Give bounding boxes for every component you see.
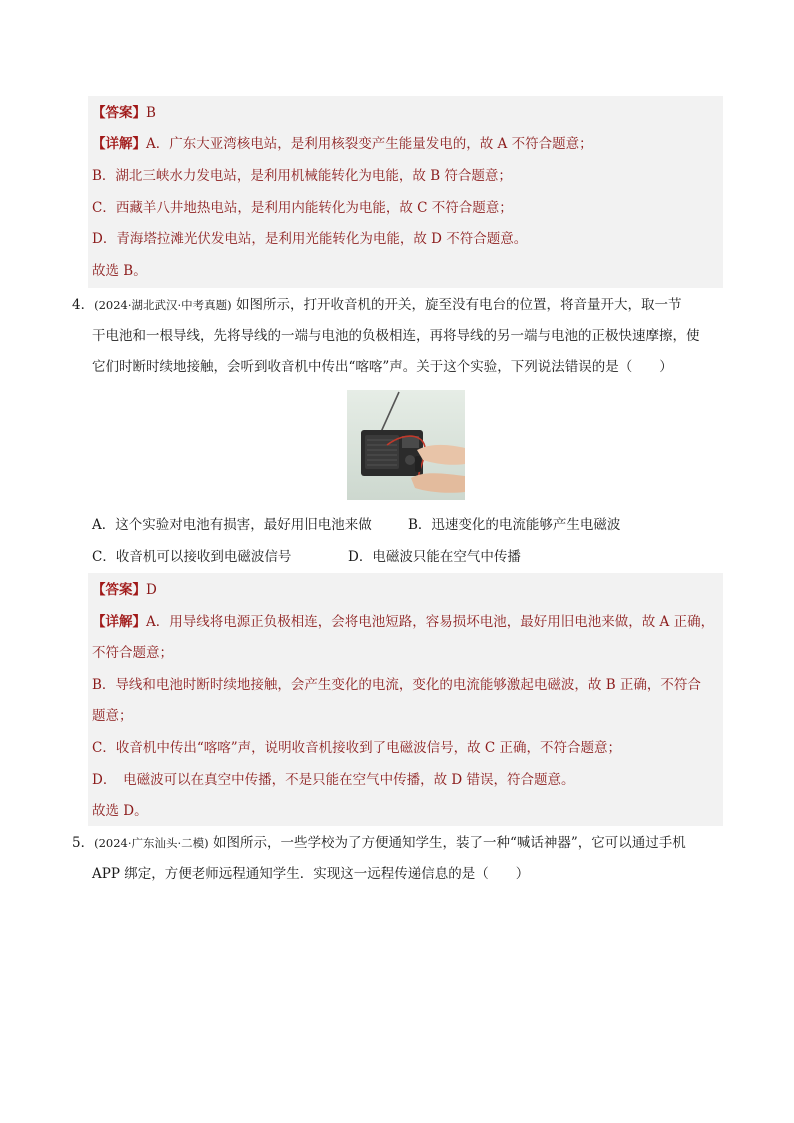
q4-option-b: B．迅速变化的电流能够产生电磁波 xyxy=(408,517,621,533)
q4-detail-line-b1: B．导线和电池时断时续地接触，会产生变化的电流，变化的电流能够激起电磁波，故 B 正确，不符合 xyxy=(92,677,701,693)
q3-answer-block xyxy=(88,96,723,288)
q4-source: (2024·湖北武汉·中考真题) xyxy=(94,298,232,312)
answer-value: B xyxy=(146,105,156,121)
q5-source: (2024·广东汕头·二模) xyxy=(94,836,209,850)
detail-text: A．广东大亚湾核电站，是利用核裂变产生能量发电的，故 A 不符合题意； xyxy=(146,136,593,152)
q4-stem-line2: 干电池和一根导线，先将导线的一端与电池的负极相连，再将导线的另一端与电池的正极快速摩擦，使 xyxy=(92,328,700,344)
detail-tag: 【详解】 xyxy=(92,136,146,152)
radio-photo-icon xyxy=(347,390,465,500)
q3-answer-line xyxy=(92,103,156,123)
q4-option-d: D．电磁波只能在空气中传播 xyxy=(348,549,521,565)
q3-detail-line-c: C．西藏羊八井地热电站，是利用内能转化为电能，故 C 不符合题意； xyxy=(92,200,513,216)
q4-detail-line-c: C．收音机中传出“喀喀”声，说明收音机接收到了电磁波信号，故 C 正确，不符合题意； xyxy=(92,740,622,756)
q4-detail-line-a1 xyxy=(92,612,714,632)
q4-detail-line-b2: 题意； xyxy=(92,708,133,724)
q4-conclusion: 故选 D。 xyxy=(92,803,148,819)
detail-text: A．用导线将电源正负极相连，会将电池短路，容易损坏电池，最好用旧电池来做，故 A 正确， xyxy=(146,614,715,630)
q4-answer-line xyxy=(92,580,157,600)
q4-stem-line1 xyxy=(72,290,724,321)
q5-number: 5． xyxy=(72,835,95,851)
q4-stem-line3: 它们时断时续地接触，会听到收音机中传出“喀喀”声。关于这个实验，下列说法错误的是（ ） xyxy=(92,359,673,375)
q5-stem-line1 xyxy=(72,828,724,859)
q5-stem-text1: 如图所示，一些学校为了方便通知学生，装了一种“喊话神器”，它可以通过手机 xyxy=(212,835,686,851)
q4-option-a: A．这个实验对电池有损害，最好用旧电池来做 xyxy=(92,517,372,533)
radio-experiment-photo xyxy=(347,390,465,500)
q3-conclusion: 故选 B。 xyxy=(92,263,147,279)
answer-value: D xyxy=(146,582,157,598)
q4-number: 4． xyxy=(72,297,95,313)
q4-detail-line-a2: 不符合题意； xyxy=(92,645,173,661)
q5-stem-line2: APP 绑定，方便老师远程通知学生．实现这一远程传递信息的是（ ） xyxy=(92,866,530,882)
q4-option-c: C．收音机可以接收到电磁波信号 xyxy=(92,549,292,565)
q3-detail-line-a xyxy=(92,134,593,154)
detail-tag: 【详解】 xyxy=(92,614,146,630)
answer-tag: 【答案】 xyxy=(92,105,146,121)
q4-stem-text1: 如图所示，打开收音机的开关，旋至没有电台的位置，将音量开大，取一节 xyxy=(235,297,682,313)
q4-detail-line-d: D． 电磁波可以在真空中传播，不是只能在空气中传播，故 D 错误，符合题意。 xyxy=(92,772,575,788)
q3-detail-line-b: B．湖北三峡水力发电站，是利用机械能转化为电能，故 B 符合题意； xyxy=(92,168,512,184)
q3-detail-line-d: D．青海塔拉滩光伏发电站，是利用光能转化为电能，故 D 不符合题意。 xyxy=(92,231,528,247)
answer-tag: 【答案】 xyxy=(92,582,146,598)
